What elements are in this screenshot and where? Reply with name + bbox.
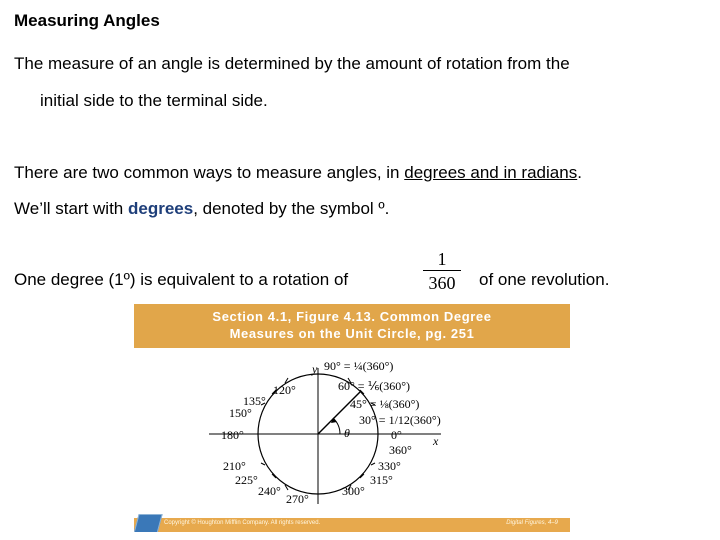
footer-copyright: Copyright © Houghton Mifflin Company. All rights reserved. xyxy=(164,520,321,526)
label-270: 270° xyxy=(286,492,309,506)
line3-suffix: . xyxy=(577,163,582,182)
paragraph-line-3 xyxy=(14,163,582,183)
label-240: 240° xyxy=(258,484,281,498)
axis-y-label: y xyxy=(312,362,318,376)
label-180: 180° xyxy=(221,428,244,442)
degrees-emphasis: degrees xyxy=(128,199,194,218)
label-150: 150° xyxy=(229,406,252,420)
line3-prefix: There are two common ways to measure angles, in xyxy=(14,163,405,182)
unit-circle-figure xyxy=(134,304,570,532)
label-360: 360° xyxy=(389,443,412,457)
fraction-1-360 xyxy=(421,248,463,293)
label-330: 330° xyxy=(378,459,401,473)
label-60: 60° = ⅙(360°) xyxy=(338,379,410,393)
label-315: 315° xyxy=(370,473,393,487)
banner-line-1: Section 4.1, Figure 4.13. Common Degree xyxy=(212,309,492,324)
fraction-denominator: 360 xyxy=(428,273,456,293)
paragraph-line-1: The measure of an angle is determined by the amount of rotation from the xyxy=(14,54,570,73)
label-120: 120° xyxy=(273,383,296,397)
figure-footer xyxy=(134,518,570,532)
label-0: 0° xyxy=(391,428,402,442)
line4-suffix: , denoted by the symbol º. xyxy=(193,199,390,218)
theta-label: θ xyxy=(344,426,350,440)
footer-page: Digital Figures, 4–9 xyxy=(506,520,558,526)
slide-title: Measuring Angles xyxy=(14,11,160,30)
label-90: 90° = ¼(360°) xyxy=(324,359,394,373)
degrees-radians-underlined: degrees and in radians xyxy=(404,163,578,182)
paragraph-line-5-prefix: One degree (1º) is equivalent to a rotation of xyxy=(14,270,349,289)
banner-line-2: Measures on the Unit Circle, pg. 251 xyxy=(229,326,475,341)
label-135: 135° xyxy=(243,394,266,408)
paragraph-line-5-suffix: of one revolution. xyxy=(479,270,610,289)
axis-x-label: x xyxy=(433,434,439,448)
paragraph-line-4 xyxy=(14,199,389,219)
label-300: 300° xyxy=(342,484,365,498)
fraction-numerator: 1 xyxy=(437,249,447,269)
line4-prefix: We’ll start with xyxy=(14,199,128,218)
unit-circle-diagram xyxy=(134,304,570,532)
label-210: 210° xyxy=(223,459,246,473)
label-45: 45° = ⅛(360°) xyxy=(350,397,420,411)
book-cover-icon xyxy=(134,514,163,532)
paragraph-line-2: initial side to the terminal side. xyxy=(40,91,268,110)
label-30: 30° = 1/12(360°) xyxy=(359,413,441,427)
label-225: 225° xyxy=(235,473,258,487)
